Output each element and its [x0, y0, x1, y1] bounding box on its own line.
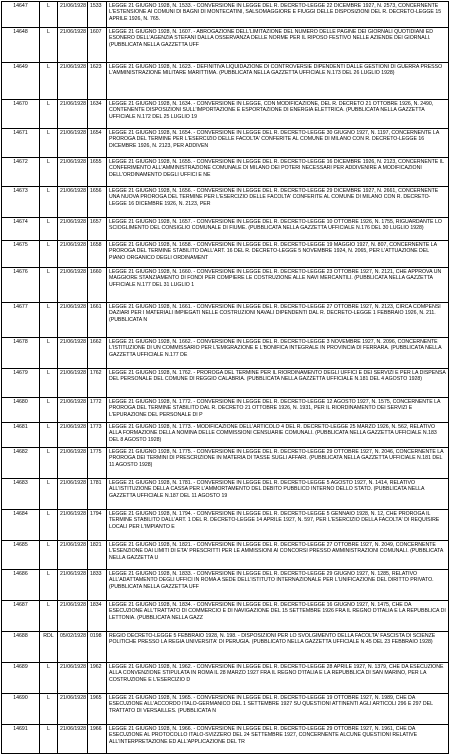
record-id: 14648 — [2, 28, 40, 63]
record-type: L — [40, 479, 58, 510]
record-description: LEGGE 21 GIUGNO 1928, N. 1533. - CONVERSIONE IN LEGGE DEL R. DECRETO-LEGGE 22 DICEMBRE 1927, N. 2573, CONCERNENTE L'ESTENSIONE AI COMUNI DI BAGNI DI MONTECATINI, SALSOMAGGIORE E FIUGGI DELLE DISPOSIZIONI DEL R. DECRETO-LEGGE 15 APRILE 1926, N. 765. — [107, 2, 449, 28]
record-id: 14670 — [2, 100, 40, 129]
record-date: 21/06/1928 — [58, 129, 88, 158]
record-date: 21/06/1928 — [58, 694, 88, 725]
table-row — [2, 158, 449, 187]
record-description: REGIO DECRETO-LEGGE 5 FEBBRAIO 1928, N. 198. - DISPOSIZIONI PER LO SVOLGIMENTO DELLA FACOLTA' FASCISTA DI SCIENZE POLITICHE PRESSO LA REGIA UNIVERSITA' DI PERUGIA. (PUBBLICATO NELLA GAZZETTA UFFICIALE N.45 DEL 23 FEBBRAIO 1928) — [107, 632, 449, 663]
record-id: 14680 — [2, 398, 40, 423]
record-number: 1623 — [88, 63, 107, 100]
record-number: 1656 — [88, 187, 107, 218]
record-description: LEGGE 21 GIUGNO 1928, N. 1657. - CONVERSIONE IN LEGGE DEL R. DECRETO-LEGGE 10 OTTOBRE 1926, N. 1755, RIGUARDANTE LO SCIOGLIMENTO DEL CONSIGLIO COMUNALE DI FIUME. (PUBBLICATA NELLA GAZZETTA UFFICIALE N.176 DEL 30 LUGLIO 1928) — [107, 218, 449, 241]
record-date: 05/02/1928 — [58, 632, 88, 663]
record-type: L — [40, 541, 58, 570]
record-type: L — [40, 63, 58, 100]
record-type: L — [40, 129, 58, 158]
record-description: LEGGE 21 GIUGNO 1928, N. 1775. - CONVERSIONE IN LEGGE DEL R. DECRETO-LEGGE 29 OTTOBRE 1927, N. 2046, CONCERNENTE LA PROROGA DEI TERMINI DI PRESCRIZIONE IN MATERIA DI TASSE SUGLI AFFARI. (PUBBLICATA NELLA GAZZETTA UFFICIALE N.181 DEL 11 AGOSTO 1928) — [107, 448, 449, 479]
record-type: L — [40, 2, 58, 28]
record-id: 14671 — [2, 129, 40, 158]
record-description: LEGGE 21 GIUGNO 1928, N. 1773. - MODIFICAZIONE DELL'ARTICOLO 4 DEL R. DECRETO-LEGGE 25 MARZO 1926, N. 562, RELATIVO ALLA FORMAZIONE DELLA NOMINA DELLE COMMISSIONI CENSUARIE COMUNALI. (PUBBLICATA NELLA GAZZETTA UFFICIALE N.183 DEL 8 AGOSTO 1928) — [107, 423, 449, 448]
record-number: 1965 — [88, 694, 107, 725]
record-id: 14684 — [2, 510, 40, 541]
record-number: 1607 — [88, 28, 107, 63]
record-type: L — [40, 694, 58, 725]
record-date: 21/06/1928 — [58, 510, 88, 541]
record-date: 21/06/1928 — [58, 479, 88, 510]
record-id: 14682 — [2, 448, 40, 479]
record-number: 1657 — [88, 218, 107, 241]
table-row — [2, 694, 449, 725]
record-type: L — [40, 448, 58, 479]
record-id: 14689 — [2, 663, 40, 694]
record-type: L — [40, 423, 58, 448]
record-number: 1834 — [88, 601, 107, 632]
record-number: 1962 — [88, 663, 107, 694]
table-row — [2, 369, 449, 398]
record-id: 14681 — [2, 423, 40, 448]
record-date: 21/06/1928 — [58, 100, 88, 129]
record-date: 21/06/1928 — [58, 725, 88, 754]
record-date: 21/06/1928 — [58, 241, 88, 268]
record-number: 1833 — [88, 570, 107, 601]
table-row — [2, 601, 449, 632]
table-row — [2, 479, 449, 510]
record-description: LEGGE 21 GIUGNO 1928, N. 1634. - CONVERSIONE IN LEGGE, CON MODIFICAZIONE, DEL R. DECRETO 21 OTTOBRE 1926, N. 2490, CONTENENTE DISPOSIZIONI SULL'IMPORTAZIONE E ESPORTAZIONE DI ENERGIA ELETTRICA. (PUBBLICATA NELLA GAZZETTA UFFICIALE N.172 DEL 25 LUGLIO 19 — [107, 100, 449, 129]
record-description: LEGGE 21 GIUGNO 1928, N. 1762. - PROROGA DEL TERMINE PER IL RIORDINAMENTO DEGLI UFFICI E DEI SERVIZI E PER LA DISPENSA DEL PERSONALE DEL COMUNE DI REGGIO CALABRIA. (PUBBLICATA NELLA GAZZETTA UFFICIALE N.181 DEL 4 AGOSTO 1928) — [107, 369, 449, 398]
record-description: LEGGE 21 GIUGNO 1928, N. 1966. - CONVERSIONE IN LEGGE DEL R. DECRETO-LEGGE 29 OTTOBRE 1927, N. 1961, CHE DA ESECUZIONE AL PROTOCOLLO ITALO-SVIZZERO DEL 24 SETTEMBRE 1927, CONCERNENTE ALCUNE QUESTIONI RELATIVE ALL'INTERPRETAZIONE ED ALL'APPLICAZIONE DEL TR — [107, 725, 449, 754]
record-date: 21/06/1928 — [58, 63, 88, 100]
record-id: 14672 — [2, 158, 40, 187]
record-id: 14679 — [2, 369, 40, 398]
record-date: 21/06/1928 — [58, 268, 88, 303]
record-id: 14691 — [2, 725, 40, 754]
record-number: 1762 — [88, 369, 107, 398]
table-row — [2, 725, 449, 754]
record-description: LEGGE 21 GIUGNO 1928, N. 1660. - CONVERSIONE IN LEGGE DEL R. DECRETO-LEGGE 23 OTTOBRE 1927, N. 2121, CHE APPROVA UN MAGGIORE STANZIAMENTO DI FONDI PER COMPIERE LE COSTRUZIONE ALLE NAVI MERCANTILI. (PUBBLICATA NELLA GAZZETTA UFFICIALE N.177 DEL 31 LUGLIO 1 — [107, 268, 449, 303]
record-date: 21/06/1928 — [58, 369, 88, 398]
record-type: L — [40, 303, 58, 338]
record-number: 1662 — [88, 338, 107, 369]
record-date: 21/06/1928 — [58, 423, 88, 448]
record-date: 21/06/1928 — [58, 303, 88, 338]
record-type: L — [40, 268, 58, 303]
table-row — [2, 632, 449, 663]
record-type: L — [40, 369, 58, 398]
record-date: 21/06/1928 — [58, 601, 88, 632]
record-description: LEGGE 21 GIUGNO 1928, N. 1658. - CONVERSIONE IN LEGGE DEL R. DECRETO-LEGGE 19 MAGGIO 1927, N. 807, CONCERNENTE LA PROROGA DEL TERMINE STABILITO DALL'ART. 16 DEL R. DECRETO-LEGGE 5 NOVEMBRE 1924, N. 2065, PER L'ATTUAZIONE DEL PIANO ORGANICO DEGLI ORDINAMENT — [107, 241, 449, 268]
table-row — [2, 268, 449, 303]
table-row — [2, 187, 449, 218]
record-date: 21/06/1928 — [58, 158, 88, 187]
record-type: L — [40, 601, 58, 632]
records-page — [1, 1, 448, 754]
table-row — [2, 423, 449, 448]
record-id: 14675 — [2, 241, 40, 268]
record-date: 21/06/1928 — [58, 218, 88, 241]
record-description: LEGGE 21 GIUGNO 1928, N. 1834. - CONVERSIONE IN LEGGE DEL R. DECRETO-LEGGE 16 GIUGNO 1927, N. 1475, CHE DA ESECUZIONE ALL'TRATTATO DI COMMERCIO E DI NAVIGAZIONE DEL 15 SETTEMBRE 1926 FRA IL REGNO D'ITALIA E LA REPUBBLICA DI LETTONIA. (PUBBLICATA NELLA GAZZ — [107, 601, 449, 632]
record-number: 1821 — [88, 541, 107, 570]
record-number: 1781 — [88, 479, 107, 510]
record-type: L — [40, 218, 58, 241]
record-date: 21/06/1928 — [58, 570, 88, 601]
table-row — [2, 663, 449, 694]
record-number: 1654 — [88, 129, 107, 158]
record-number: 1966 — [88, 725, 107, 754]
record-id: 14676 — [2, 268, 40, 303]
record-type: L — [40, 510, 58, 541]
table-row — [2, 28, 449, 63]
record-description: LEGGE 21 GIUGNO 1928, N. 1772. - CONVERSIONE IN LEGGE DEL R. DECRETO-LEGGE 12 AGOSTO 1927, N. 1575, CONCERNENTE LA PROROGA DEL TERMINE STABILITO DAL R. DECRETO 21 OTTOBRE 1926, N. 1931, PER IL RIORDINAMENTO DEI SERVIZI E L'EPURAZIONE DEL PERSONALE DI P — [107, 398, 449, 423]
record-number: 1772 — [88, 398, 107, 423]
record-type: L — [40, 158, 58, 187]
record-date: 21/06/1928 — [58, 28, 88, 63]
record-description: LEGGE 21 GIUGNO 1928, N. 1781. - CONVERSIONE IN LEGGE DEL R. DECRETO-LEGGE 5 AGOSTO 1927, N. 1414, RELATIVO ALL'ISTITUZIONE DELLA CASSA PER L'AMMORTAMENTO DEL DEBITO PUBBLICO INTERNO DELLO STATO. (PUBBLICATA NELLA GAZZETTA UFFICIALE N.187 DEL 11 AGOSTO 19 — [107, 479, 449, 510]
record-id: 14678 — [2, 338, 40, 369]
record-description: LEGGE 21 GIUGNO 1928, N. 1654. - CONVERSIONE IN LEGGE DEL R. DECRETO-LEGGE 30 GIUGNO 1927, N. 1197, CONCERNENTE LA PROROGA DEL TERMINE PER L'ESERCIZIO DELLE FACOLTA' CONFERITE AL COMUNE DI MILANO CON R. DECRETO-LEGGE 16 DICEMBRE 1926, N. 2123, PER ADDIVEN — [107, 129, 449, 158]
record-type: L — [40, 398, 58, 423]
record-id: 14683 — [2, 479, 40, 510]
record-id: 14677 — [2, 303, 40, 338]
record-number: 1661 — [88, 303, 107, 338]
record-id: 14674 — [2, 218, 40, 241]
record-id: 14649 — [2, 63, 40, 100]
record-type: L — [40, 725, 58, 754]
record-id: 14647 — [2, 2, 40, 28]
record-id: 14686 — [2, 570, 40, 601]
record-description: LEGGE 21 GIUGNO 1928, N. 1655. - CONVERSIONE IN LEGGE DEL R. DECRETO-LEGGE 16 DICEMBRE 1926, N. 2123, CONCERNENTE IL CONFERIMENTO ALL'AMMINISTRAZIONE COMUNALE DI MILANO DEI POTERI NECESSARI PER ADDIVENIRE A MODIFICAZIONI DELL'ORDINAMENTO DEGLI UFFICI E NE — [107, 158, 449, 187]
table-row — [2, 100, 449, 129]
record-description: LEGGE 21 GIUGNO 1928, N. 1962. - CONVERSIONE IN LEGGE DEL R. DECRETO-LEGGE 28 APRILE 1927, N. 1379, CHE DA ESECUZIONE ALLA CONVENZIONE STIPULATA IN ROMA IL 28 MARZO 1927 FRA IL REGNO D'ITALIA E LA REPUBBLICA DI SAN MARINO, PER LA COSTRUZIONE E L'ESERCIZIO D — [107, 663, 449, 694]
record-type: L — [40, 100, 58, 129]
record-date: 21/06/1928 — [58, 187, 88, 218]
record-description: LEGGE 21 GIUGNO 1928, N. 1607. - ABROGAZIONE DELL'LIMITAZIONE DEL NUMERO DELLE PAGINE DEI GIORNALI QUOTIDIANI ED ESONERO DELL'AGENZIA STEFANI DALLA OSSERVANZA DELLE NORME PER IL RIPOSO FESTIVO NELLE AZIENDE DEI GIORNALI. (PUBBLICATA NELLA GAZZETTA UFF — [107, 28, 449, 63]
record-type: L — [40, 241, 58, 268]
record-type: L — [40, 570, 58, 601]
record-number: 1655 — [88, 158, 107, 187]
record-date: 21/06/1928 — [58, 398, 88, 423]
record-id: 14690 — [2, 694, 40, 725]
record-type: L — [40, 187, 58, 218]
record-number: 1634 — [88, 100, 107, 129]
record-id: 14687 — [2, 601, 40, 632]
table-row — [2, 2, 449, 28]
record-number: 1775 — [88, 448, 107, 479]
table-row — [2, 129, 449, 158]
record-id: 14673 — [2, 187, 40, 218]
record-type: L — [40, 338, 58, 369]
record-description: LEGGE 21 GIUGNO 1928, N. 1656. - CONVERSIONE IN LEGGE DEL R. DECRETO-LEGGE 29 DICEMBRE 1927, N. 2661, CONCERNENTE UNA NUOVA PROROGA DEL TERMINE PER L'ESERCIZIO DELLE FACOLTA' CONFERITE AL COMUNE DI MILANO CON R. DECRETO-LEGGE 16 DICEMBRE 1926, N. 2123, PER — [107, 187, 449, 218]
records-table-body — [2, 2, 449, 754]
record-number: 1660 — [88, 268, 107, 303]
records-table — [1, 1, 449, 754]
table-row — [2, 510, 449, 541]
record-number: 1794 — [88, 510, 107, 541]
record-description: LEGGE 21 GIUGNO 1928, N. 1965. - CONVERSIONE IN LEGGE DEL R. DECRETO-LEGGE 19 OTTOBRE 1927, N. 1989, CHE DA ESECUZIONE ALL'ACCORDO ITALO-GERMANICO DEL 1 SETTEMBRE 1927 SU QUESTIONI ATTINENTI AGLI ARTICOLI 296 E 297 DEL TRATTATO DI VERSAILLES. (PUBBLICATA N — [107, 694, 449, 725]
record-date: 21/06/1928 — [58, 448, 88, 479]
table-row — [2, 448, 449, 479]
record-date: 21/06/1928 — [58, 541, 88, 570]
table-row — [2, 398, 449, 423]
record-date: 21/06/1928 — [58, 2, 88, 28]
record-type: RDL — [40, 632, 58, 663]
table-row — [2, 338, 449, 369]
record-type: L — [40, 663, 58, 694]
record-number: 1658 — [88, 241, 107, 268]
record-description: LEGGE 21 GIUGNO 1928, N. 1662. - CONVERSIONE IN LEGGE DEL R. DECRETO-LEGGE 3 NOVEMBRE 1927, N. 2096, CONCERNENTE L'ISTITUZIONE DI UN COMMISSARIO PER L'EMIGRAZIONE E L'BONIFICA INTEGRALE IN PROVINCIA DI FERRARA. (PUBBLICATA NELLA GAZZETTA UFFICIALE N.177 DE — [107, 338, 449, 369]
record-description: LEGGE 21 GIUGNO 1928, N. 1833. - CONVERSIONE IN LEGGE DEL R. DECRETO-LEGGE 29 GIUGNO 1927, N. 1285, RELATIVO ALL'ADATTAMENTO DEGLI UFFICI IN ROMA A SEDE DELL'ISTITUTO INTERNAZIONALE PER L'UNIFICAZIONE DEL DIRITTO PRIVATO. (PUBBLICATA NELLA GAZZETTA UFF — [107, 570, 449, 601]
record-id: 14688 — [2, 632, 40, 663]
table-row — [2, 218, 449, 241]
record-description: LEGGE 21 GIUGNO 1928, N. 1794. - CONVERSIONE IN LEGGE DEL R. DECRETO-LEGGE 5 GENNAIO 1928, N. 12, CHE PROROGA IL TERMINE STABILITO DALL'ART. 1 DEL R. DECRETO-LEGGE 14 APRILE 1927, N. 597, PER L'ESERCIZIO DELLA FACOLTA' DI REQUISIRE LOCALI PER L'IMPIANTO E — [107, 510, 449, 541]
table-row — [2, 541, 449, 570]
table-row — [2, 570, 449, 601]
record-number: 0198 — [88, 632, 107, 663]
record-date: 21/06/1928 — [58, 338, 88, 369]
record-type: L — [40, 28, 58, 63]
table-row — [2, 303, 449, 338]
record-id: 14685 — [2, 541, 40, 570]
record-number: 1533 — [88, 2, 107, 28]
table-row — [2, 63, 449, 100]
record-description: LEGGE 21 GIUGNO 1928, N. 1821. - CONVERSIONE IN LEGGE DEL R. DECRETO-LEGGE 27 OTTOBRE 1927, N. 2049, CONCERNENTE L'ESENZIONE DAI LIMITI DI ETA' PRESCRITTI PER LE AMMISSIONI AI CONCORSI PRESSO AMMINISTRAZIONI COMUNALI. (PUBBLICATA NELLA GAZZETTA U — [107, 541, 449, 570]
record-number: 1773 — [88, 423, 107, 448]
record-description: LEGGE 21 GIUGNO 1928, N. 1623. - DEFINITIVA LIQUIDAZIONE DI CONTROVERSIE DIPENDENTI DALLE GESTIONI DI GUERRA PRESSO L'AMMINISTRAZIONE MILITARE MARITTIMA. (PUBBLICATA NELLA GAZZETTA UFFICIALE N.173 DEL 26 LUGLIO 1928) — [107, 63, 449, 100]
table-row — [2, 241, 449, 268]
record-description: LEGGE 21 GIUGNO 1928, N. 1661. - CONVERSIONE IN LEGGE DEL R. DECRETO-LEGGE 27 OTTOBRE 1927, N. 2123, CIRCA COMPENSI DAZIARI PER I MATERIALI IMPIEGATI NELLE COSTRUZIONI NAVALI DIPENDENTI DAL R. DECRETO-LEGGE 1 FEBBRAIO 1926, N. 211. (PUBBLICATA N — [107, 303, 449, 338]
record-date: 21/06/1928 — [58, 663, 88, 694]
